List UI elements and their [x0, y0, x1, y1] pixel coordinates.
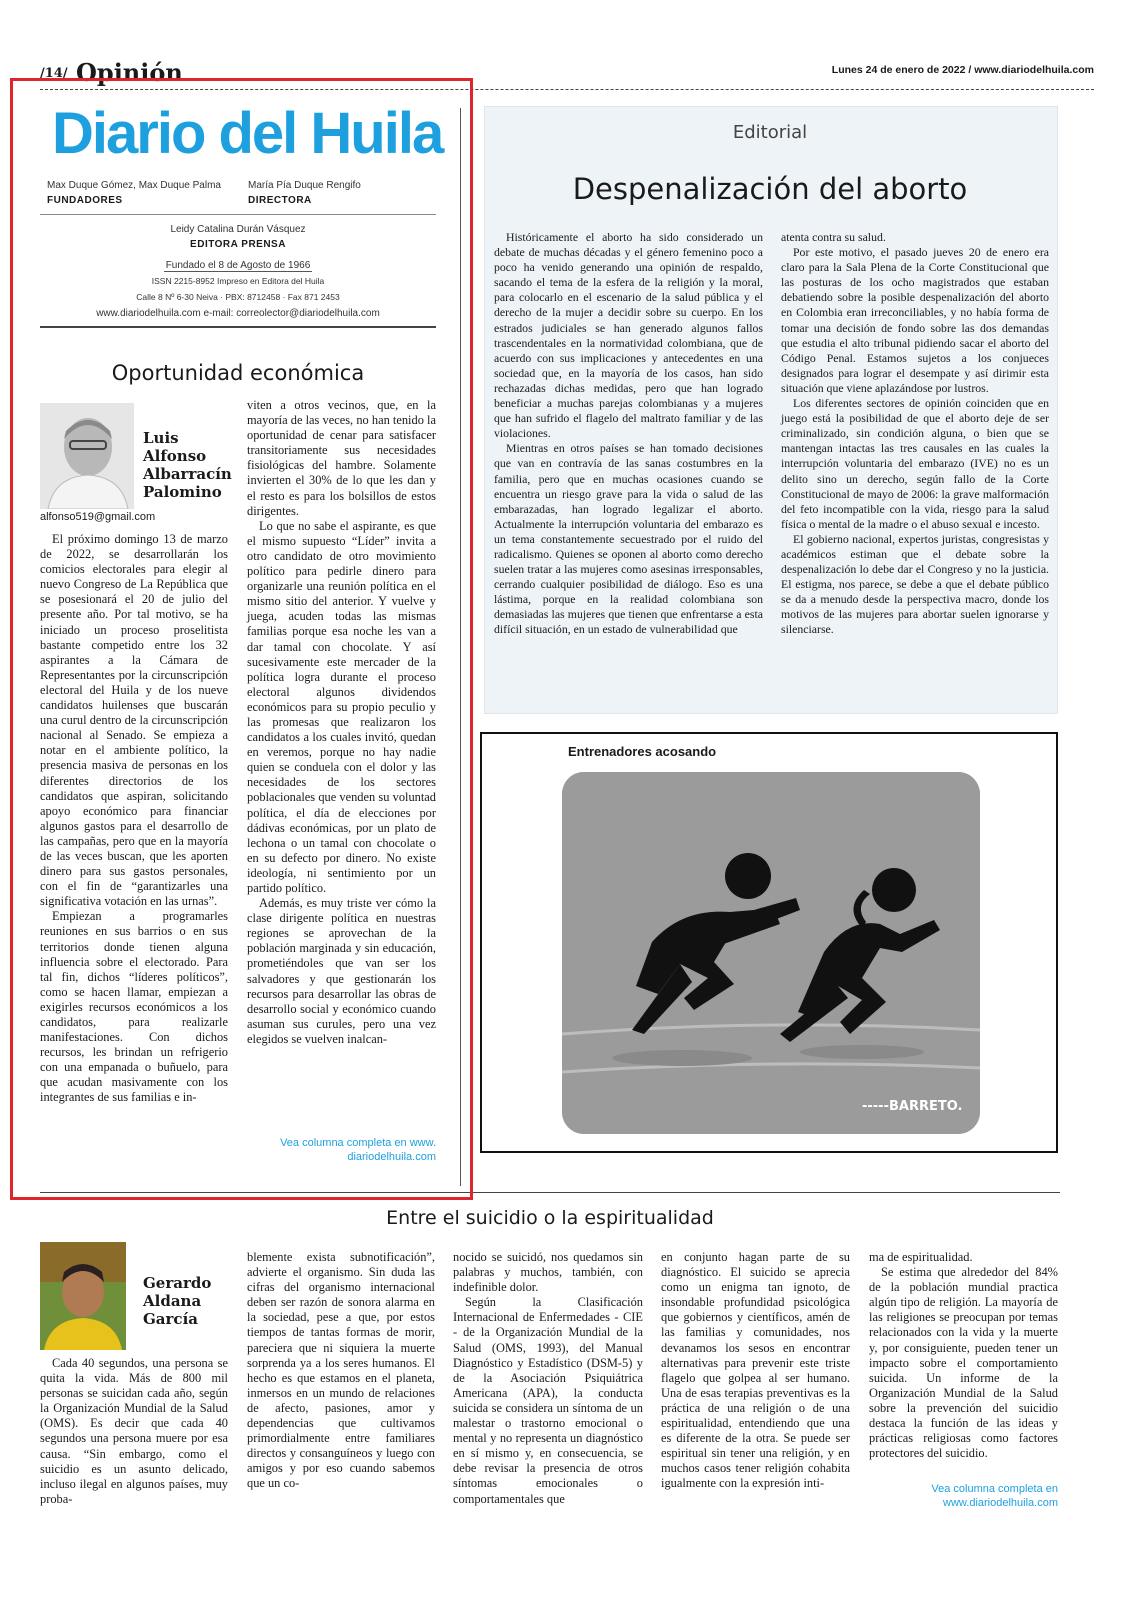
author2-photo-image: [40, 1242, 126, 1350]
column2-text-a: [40, 1356, 228, 1507]
column2-text-e-paragraph-2: Se estima que alrededor del 84% de la población mundial practica algún tipo de religión. La mayoría de las religiones se preocupan por temas relacionados con la vida y la muerte y, por consiguiente, pueden tener un impacto sobre el comportamiento suicida. Un informe de la Organización Mundial de la Salud sobre la prevención del suicidio destaca la función de las ideas y prácticas religiosas como factores protectores del suicidio.: [869, 1265, 1058, 1461]
founders-names: Max Duque Gómez, Max Duque Palma: [47, 180, 221, 191]
director-name: María Pía Duque Rengifo: [248, 180, 361, 191]
c1left-paragraph: El próximo domingo 13 de marzo de 2022, se desarrollarán los comicios electorales para elegir al nuevo Congreso de La República que se posesionará el 20 de julio del presente año. Por tal motivo, se ha iniciado un proceso proselitista bastante competido entre los 32 aspirantes a la Cámara de Representantes por la circunscripción electoral del Huila y de los nueve candidatos huilenses que buscarán una curul dentro de la circunscripción nacional al Senado. Se empieza a notar en el ambiente político, la presencia masiva de personas en los diferentes directorios de los candidatos que aspiran, solicitando apoyo económico para financiar algunos gastos para el desarrollo de las campañas, pero que en la mayoría de las veces buscan, que les aporten dinero para sus gastos personales, con el fin de “garantizarles una significativa votación en las urnas”.: [40, 532, 228, 909]
founded-text: Fundado el 8 de Agosto de 1966: [165, 260, 311, 271]
edleft-paragraph: Mientras en otros países se han tomado decisiones que van en contravía de las sanas costumbres en la familia, pero que en muchas ocasiones cuando se encuentra un riesgo grave para la vida o salud de las embarazadas, han logrado legalizar el aborto. Actualmente la interrupción voluntaria del embarazo es un tema constantemente secuestrado por el ruido del radicalismo. Quienes se oponen al aborto como derecho suelen tratar a las mujeres como asesinas irresponsables, cerrando cualquier posibilidad de diálogo. Eso es una lástima, porque en la realidad colombiana son demasiadas las mujeres que tienen que enfrentarse a esta difícil situación, en un estado de vulnerabilidad que: [494, 441, 763, 637]
column2-text-d: [661, 1250, 850, 1492]
column1-more-link[interactable]: Vea columna completa en www. diariodelhuila.com: [280, 1137, 436, 1163]
editorial-label: Editorial: [732, 122, 808, 143]
cartoon-title: Entrenadores acosando: [568, 744, 717, 759]
author-name: Luis Alfonso Albarracín Palomino: [143, 429, 232, 501]
column2-text-a-paragraph: Cada 40 segundos, una persona se quita la vida. Más de 800 mil personas se suicidan cada año, según la Organización Mundial de la Salud (OMS). Es decir que cada 40 segundos una persona muere por esa causa. “Sin embargo, como el suicidio es un asunto delicado, incluso ilegal en algunos países, muy proba-: [40, 1356, 228, 1506]
author-email: alfonso519@gmail.com: [40, 511, 156, 523]
contact-line: www.diariodelhuila.com e-mail: correolector@diariodelhuila.com: [96, 308, 380, 319]
edright-paragraph: El gobierno nacional, expertos juristas, congresistas y académicos estiman que el debate sobre la despenalización lo debe dar el Congreso y no la justicia. El estigma, nos parece, se debe a que el debate público se da a menudo desde la perspectiva macro, donde los motivos de las mujeres para abortar suelen ignorarse y silenciarse.: [781, 531, 1049, 637]
newspaper-logo: Diario del Huila: [52, 101, 443, 166]
edright-paragraph: Los diferentes sectores de opinión coinciden que en juego está la posibilidad de que el aborto deje de ser criminalizado, sin condición alguna, o bien que se mantengan intactas las tres causales en las cuales la interrupción voluntaria del embarazo (IVE) no es un delito sino un derecho, según fallo de la Corte Constitucional de mayo de 2006: la grave malformación del feto incompatible con la vida, riesgo para la salud física o mental de la madre o el abuso sexual e incesto.: [781, 396, 1049, 531]
cartoon-signature: -----BARRETO.: [862, 1099, 963, 1114]
author2-name: Gerardo Aldana García: [143, 1274, 212, 1328]
edleft-paragraph: Históricamente el aborto ha sido considerado un debate de muchas décadas y el género femenino poco a poco ha venido generando una opinión de respaldo, sacando el tema de la esfera de la religión y la moral, para colocarlo en el escenario de la salud pública y el derecho de la mujer a decidir sobre su cuerpo. En los estrados judiciales se han generado algunos fallos trascendentales en la normatividad colombiana, que de acuerdo con sus implicaciones y antecedentes en una sociedad que, en la mayoría de los casos, han sido rechazadas dichas medidas, pero que han logrado beneficiar a muchas parejas colombianas y a mujeres que han sufrido el flagelo del maltrato familiar y de las violaciones.: [494, 230, 763, 441]
editorial-left-text: [494, 230, 763, 638]
author2-photo: [40, 1242, 126, 1350]
cartoon-panel: [562, 772, 980, 1134]
editorial-title: Despenalización del aborto: [572, 172, 968, 206]
c1right-paragraph: Lo que no sabe el aspirante, es que el mismo supuesto “Líder” invita a otro candidato de otro movimiento político para pedirle dinero para organizarle una reunión política en el mismo sitio del anterior. Y vuelve y juega, acuden todas las mismas familias porque esa noche les van a dar tamal con chocolate. Y así sucesivamente este mercader de la política logra durante el proceso electoral algunos dividendos económicos para su propio peculio y las promesas que realizaron los candidatos a los cuales invitó, quedan en veremos, porque no hay nadie quien se conduela con el dolor y las necesidades de los sectores poblacionales que venden su voluntad política, el día de elecciones por dádivas económicas, por un plato de lechona o un tamal con chocolate o en su defecto por dinero. No existe ideología, ni sentimiento por un partido político.: [247, 518, 436, 895]
editorial-right-text: [781, 230, 1049, 638]
edright-paragraph: atenta contra su salud.: [781, 230, 886, 244]
column2-text-c: [453, 1250, 643, 1507]
issn: ISSN 2215-8952 Impreso en Editora del Huila: [151, 276, 325, 286]
director-role: DIRECTORA: [248, 195, 312, 206]
section-title: Opinión: [76, 58, 183, 87]
founders-role: FUNDADORES: [47, 195, 123, 206]
highlight-box: [10, 78, 473, 1200]
c1right-paragraph: Además, es muy triste ver cómo la clase dirigente política en nuestras regiones se aprovechan de la población marginada y sin educación, prometiéndoles que van ser los salvadores y que gestionarán los recursos para desarrollar las obras de desarrollo social y económico cuando asuman sus curules, pero una vez elegidos se vuelven inalcan-: [247, 896, 436, 1046]
column2-text-b: [247, 1250, 435, 1492]
page-number: /14/: [40, 66, 68, 81]
column2-text-b-paragraph: blemente exista subnotificación”, advierte el organismo. Sin duda las cifras del organismo internacional deben ser razón de sonora alarma en la sociedad, pese a que, por estos tiempos de tantas formas de morir, pareciera que ni siquiera la muerte sorprenda ya a los seres humanos. El hecho es que estamos en el planeta, inmersos en un mundo de relaciones de afecto, pasiones, amor y dependencias que cultivamos primordialmente entre familiares directos y consanguíneos y luego con amigos y por eso cuando sabemos que un co-: [247, 1250, 435, 1491]
column2-text-e-paragraph-1: ma de espiritualidad.: [869, 1250, 973, 1264]
address: Calle 8 Nº 6-30 Neiva · PBX: 8712458 · Fax 871 2453: [136, 292, 340, 302]
editor-role: EDITORA PRENSA: [190, 239, 286, 250]
column2-text-c-paragraph-2: Según la Clasificación Internacional de Enfermedades - CIE - de la Organización Mundial de la Salud (OMS, 1993), del Manual Diagnóstico y Estadístico (DSM-5) y de la Asociación Psiquiátrica Americana (APA), la conducta suicida se considera un síntoma de un malestar o trastorno emocional o mental y no representa un diagnóstico en sí mismo y, en consecuencia, se debe revisar la presencia de otros síntomas emocionales o comportamentales que: [453, 1295, 643, 1506]
cartoon: [480, 732, 1058, 1153]
column2-text-e: [869, 1250, 1058, 1461]
column-title: Oportunidad económica: [111, 361, 365, 385]
column2-text-d-paragraph: en conjunto hagan parte de su diagnóstico. El suicido se aprecia como un enigma tan ignoto, de insondable profundidad psicológica que gobiernos y científicos, amén de las familias y comunidades, nos devanamos los sesos en encontrar alternativas para prevenir este triste flagelo que golpea al ser humano. Una de esas terapias preventivas es la práctica de una religión o de una espiritualidad, entendiendo que una es diferente de la otra. Se puede ser espiritual sin tener una religión, y en muchos casos tener religión cohabita igualmente con la expresión inti-: [661, 1250, 850, 1491]
column2-text-c-paragraph-1: nocido se suicidó, nos quedamos sin palabras y muchos, también, con indefinible dolor.: [453, 1250, 643, 1295]
editor-name: Leidy Catalina Durán Vásquez: [170, 224, 306, 235]
edright-paragraph: Por este motivo, el pasado jueves 20 de enero era claro para la Sala Plena de la Corte Constitucional que las posturas de los ocho magistrados que estaban debatiendo sobre la posible despenalización del aborto en Colombia eran irreconciliables, y no había forma de tomar una decisión de fondo sobre las dos demandas que estudia el alto tribunal pidiendo sacar el aborto del Código Penal. Estamos sujetos a los conjueces designados para lograr el desempate y así dirimir esta situación que viene aplazándose por lustros.: [781, 245, 1049, 395]
c1right-paragraph: viten a otros vecinos, que, en la mayoría de las veces, no han tenido la oportunidad de cenar para satisfacer transitoriamente sus necesidades fisiológicas del hambre. Solamente invierten el 30% de lo que les dan y el resto es para los bolsillos de estos dirigentes.: [247, 398, 436, 518]
c1left-paragraph: Empiezan a programarles reuniones en sus barrios o en sus territorios donde tienen alguna influencia sobre el electorado. Para tal fin, dichos “líderes políticos”, como se hacen llamar, empiezan a exigirles recursos económicos a los candidatos, para realizarle manifestaciones. Con dichos recursos, les brindan un refrigerio con una empanada o buñuelo, para que acudan masivamente con los integrantes de sus familias e in-: [40, 909, 228, 1105]
runners-illustration: [562, 772, 980, 1134]
column2-title: Entre el suicidio o la espiritualidad: [386, 1207, 714, 1229]
column2-more-link[interactable]: Vea columna completa en www.diariodelhuila.com: [931, 1483, 1058, 1509]
date-site: Lunes 24 de enero de 2022 / www.diariodelhuila.com: [831, 64, 1094, 76]
